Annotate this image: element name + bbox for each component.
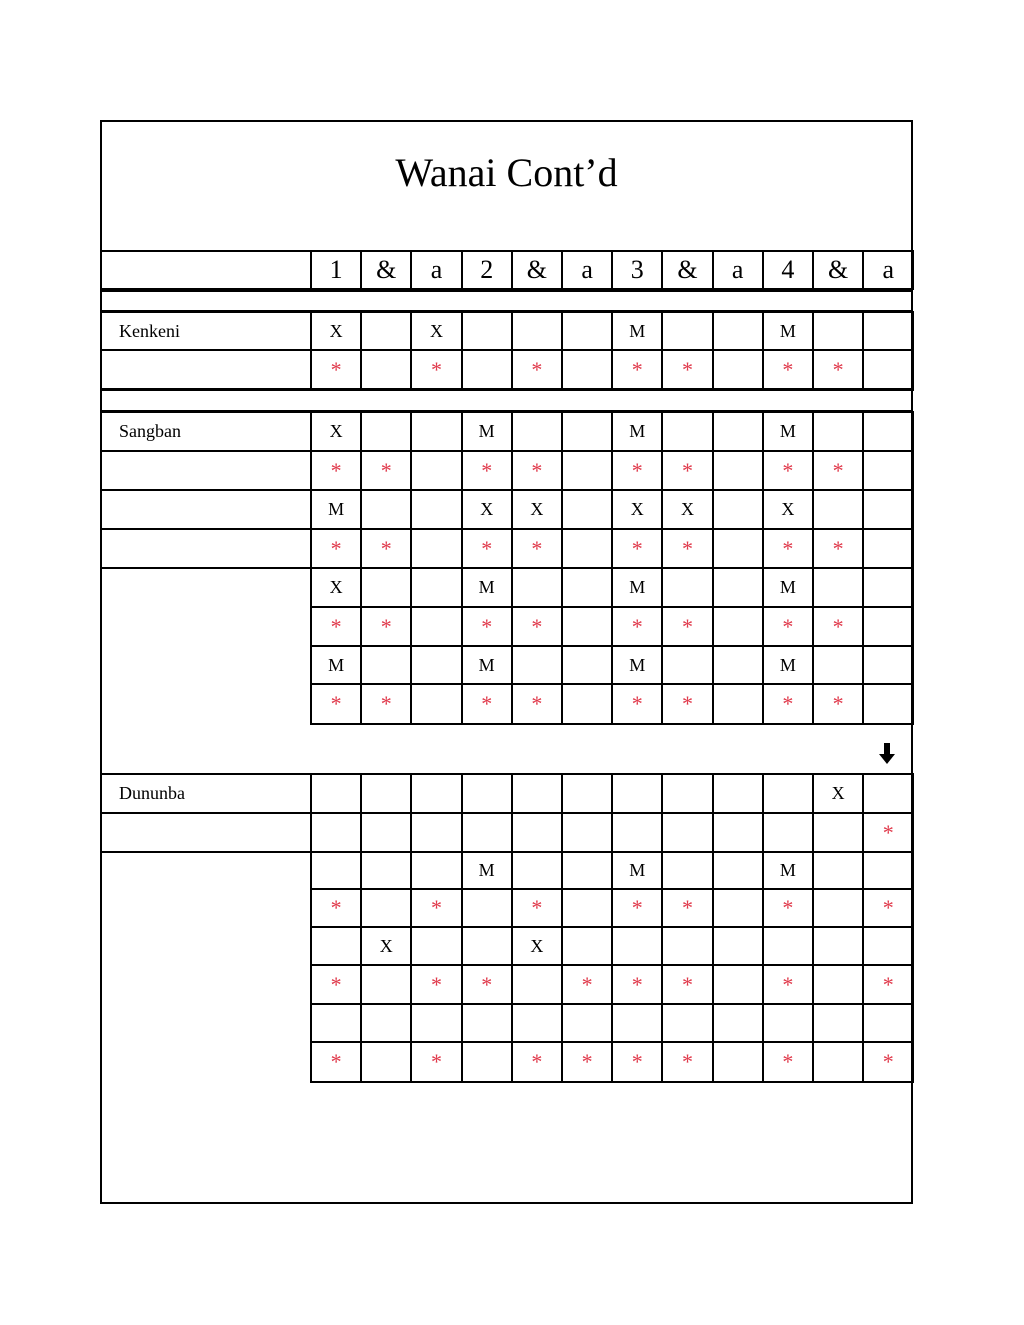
empty-cell [461,926,513,966]
empty-cell [410,489,462,530]
section-label-blank [100,450,312,491]
stroke-cell: X [461,489,513,530]
stroke-cell: M [611,567,663,608]
empty-cell [561,683,613,725]
empty-cell [360,311,412,351]
stroke-cell: X [310,411,362,452]
empty-cell [410,773,462,814]
empty-cell [511,773,563,814]
down-arrow-icon [878,741,896,765]
stroke-cell: X [410,311,462,351]
empty-cell [461,773,513,814]
empty-cell [360,1003,412,1043]
asterisk-cell: * [611,683,663,725]
header-beat-3: a [410,250,462,290]
asterisk-cell: * [661,450,713,491]
empty-cell [461,812,513,853]
asterisk-cell: * [511,606,563,647]
empty-cell [360,411,412,452]
section-label: Kenkeni [100,311,312,351]
asterisk-cell: * [661,349,713,391]
empty-cell [561,888,613,928]
empty-cell [812,964,864,1005]
empty-cell [712,567,764,608]
empty-cell [511,812,563,853]
empty-cell [661,411,713,452]
asterisk-cell: * [661,888,713,928]
asterisk-cell: * [862,812,914,853]
empty-cell [410,851,462,890]
empty-cell [310,812,362,853]
empty-cell [862,683,914,725]
empty-cell [712,683,764,725]
section-label: Dununba [100,773,312,814]
asterisk-cell: * [862,1041,914,1083]
asterisk-cell: * [461,964,513,1005]
empty-cell [561,528,613,569]
empty-cell [712,1003,764,1043]
empty-cell [561,1003,613,1043]
empty-cell [360,888,412,928]
empty-cell [360,964,412,1005]
empty-cell [410,450,462,491]
empty-cell [511,645,563,685]
empty-cell [712,411,764,452]
header-beat-6: a [561,250,613,290]
empty-cell [611,1003,663,1043]
asterisk-cell: * [812,349,864,391]
stroke-cell: M [461,411,513,452]
empty-cell [712,528,764,569]
asterisk-cell: * [310,606,362,647]
asterisk-cell: * [561,964,613,1005]
section-label-blank [100,489,312,530]
empty-cell [461,349,513,391]
empty-cell [712,888,764,928]
stroke-cell: X [310,567,362,608]
asterisk-cell: * [461,528,513,569]
empty-cell [410,645,462,685]
stroke-cell: M [461,567,513,608]
empty-cell [561,851,613,890]
empty-cell [410,812,462,853]
asterisk-cell: * [310,450,362,491]
header-beat-12: a [862,250,914,290]
empty-cell [561,411,613,452]
header-beat-7: 3 [611,250,663,290]
empty-cell [762,812,814,853]
asterisk-cell: * [410,964,462,1005]
empty-cell [661,645,713,685]
empty-cell [511,411,563,452]
empty-cell [712,1041,764,1083]
header-label-cell [100,250,312,290]
asterisk-cell: * [461,606,513,647]
empty-cell [712,606,764,647]
empty-cell [611,926,663,966]
asterisk-cell: * [310,683,362,725]
empty-cell [812,851,864,890]
empty-cell [762,1003,814,1043]
empty-cell [661,567,713,608]
empty-cell [461,888,513,928]
empty-cell [360,645,412,685]
empty-cell [862,528,914,569]
empty-cell [410,528,462,569]
asterisk-cell: * [511,450,563,491]
asterisk-cell: * [410,888,462,928]
asterisk-cell: * [410,349,462,391]
asterisk-cell: * [511,888,563,928]
empty-cell [862,311,914,351]
asterisk-cell: * [611,606,663,647]
asterisk-cell: * [360,528,412,569]
empty-cell [310,926,362,966]
asterisk-cell: * [661,606,713,647]
asterisk-cell: * [762,888,814,928]
empty-cell [511,964,563,1005]
empty-cell [812,1003,864,1043]
stroke-cell: M [762,645,814,685]
empty-cell [661,851,713,890]
empty-cell [661,311,713,351]
empty-cell [360,812,412,853]
asterisk-cell: * [310,1041,362,1083]
asterisk-cell: * [611,888,663,928]
empty-cell [611,812,663,853]
asterisk-cell: * [511,528,563,569]
asterisk-cell: * [511,349,563,391]
empty-cell [360,851,412,890]
empty-cell [862,450,914,491]
asterisk-cell: * [611,450,663,491]
empty-cell [862,645,914,685]
asterisk-cell: * [611,349,663,391]
empty-cell [712,964,764,1005]
asterisk-cell: * [360,450,412,491]
empty-cell [410,567,462,608]
section-label-blank [100,528,312,569]
stroke-cell: X [511,489,563,530]
empty-cell [862,773,914,814]
empty-cell [812,926,864,966]
empty-cell [310,1003,362,1043]
asterisk-cell: * [410,1041,462,1083]
empty-cell [812,812,864,853]
asterisk-cell: * [310,528,362,569]
spacer-row [100,388,913,412]
asterisk-cell: * [310,349,362,391]
empty-cell [561,645,613,685]
stroke-cell: X [310,311,362,351]
empty-cell [812,411,864,452]
section-label-blank [100,812,312,853]
stroke-cell: M [762,311,814,351]
empty-cell [410,411,462,452]
page-title: Wanai Cont’d [395,150,618,195]
empty-cell [310,773,362,814]
asterisk-cell: * [762,1041,814,1083]
stroke-cell: M [461,645,513,685]
asterisk-cell: * [762,349,814,391]
stroke-cell: X [661,489,713,530]
asterisk-cell: * [310,888,362,928]
empty-cell [862,1003,914,1043]
empty-cell [862,349,914,391]
empty-cell [712,812,764,853]
empty-cell [511,567,563,608]
stroke-cell: M [762,851,814,890]
section-label: Sangban [100,411,312,452]
empty-cell [712,450,764,491]
empty-cell [762,926,814,966]
empty-cell [812,645,864,685]
empty-cell [461,311,513,351]
empty-cell [812,1041,864,1083]
empty-cell [712,489,764,530]
stroke-cell: X [360,926,412,966]
empty-cell [511,311,563,351]
asterisk-cell: * [611,528,663,569]
empty-cell [410,1003,462,1043]
empty-cell [360,1041,412,1083]
header-beat-5: & [511,250,563,290]
empty-cell [360,773,412,814]
asterisk-cell: * [561,1041,613,1083]
asterisk-cell: * [812,528,864,569]
stroke-cell: M [611,411,663,452]
empty-cell [561,926,613,966]
header-beat-9: a [712,250,764,290]
empty-cell [511,1003,563,1043]
empty-cell [410,926,462,966]
empty-cell [661,773,713,814]
empty-cell [461,1041,513,1083]
empty-cell [360,567,412,608]
header-beat-2: & [360,250,412,290]
asterisk-cell: * [661,683,713,725]
header-beat-1: 1 [310,250,362,290]
asterisk-cell: * [360,606,412,647]
empty-cell [561,567,613,608]
empty-cell [862,489,914,530]
asterisk-cell: * [511,683,563,725]
stroke-cell: M [310,489,362,530]
stroke-cell: M [310,645,362,685]
header-beat-4: 2 [461,250,513,290]
stroke-cell: X [762,489,814,530]
empty-cell [712,645,764,685]
empty-cell [310,851,362,890]
empty-cell [561,773,613,814]
empty-cell [862,606,914,647]
empty-cell [661,1003,713,1043]
stroke-cell: M [611,851,663,890]
asterisk-cell: * [762,606,814,647]
empty-cell [862,851,914,890]
asterisk-cell: * [862,964,914,1005]
empty-cell [461,1003,513,1043]
empty-cell [561,606,613,647]
empty-cell [410,683,462,725]
stroke-cell: M [762,411,814,452]
empty-cell [561,349,613,391]
empty-cell [712,851,764,890]
stroke-cell: M [611,311,663,351]
asterisk-cell: * [762,964,814,1005]
asterisk-cell: * [812,450,864,491]
header-beat-11: & [812,250,864,290]
stroke-cell: X [812,773,864,814]
empty-cell [661,812,713,853]
asterisk-cell: * [360,683,412,725]
empty-cell [812,311,864,351]
header-beat-10: 4 [762,250,814,290]
empty-cell [712,773,764,814]
asterisk-cell: * [661,964,713,1005]
asterisk-cell: * [661,528,713,569]
asterisk-cell: * [461,683,513,725]
asterisk-cell: * [611,1041,663,1083]
asterisk-cell: * [812,606,864,647]
asterisk-cell: * [762,450,814,491]
header-beat-8: & [661,250,713,290]
asterisk-cell: * [862,888,914,928]
empty-cell [812,888,864,928]
asterisk-cell: * [611,964,663,1005]
empty-cell [410,606,462,647]
stroke-cell: M [461,851,513,890]
empty-cell [712,311,764,351]
section-label-blank [100,349,312,391]
empty-cell [862,926,914,966]
empty-cell [561,450,613,491]
stroke-cell: X [511,926,563,966]
empty-cell [360,349,412,391]
empty-cell [511,851,563,890]
stroke-cell: X [611,489,663,530]
empty-cell [561,489,613,530]
empty-cell [712,926,764,966]
empty-cell [812,567,864,608]
asterisk-cell: * [461,450,513,491]
empty-cell [812,489,864,530]
empty-cell [360,489,412,530]
stroke-cell: M [611,645,663,685]
empty-cell [762,773,814,814]
empty-cell [862,567,914,608]
asterisk-cell: * [661,1041,713,1083]
stroke-cell: M [762,567,814,608]
asterisk-cell: * [762,683,814,725]
spacer-row [100,290,913,312]
asterisk-cell: * [762,528,814,569]
empty-cell [561,311,613,351]
asterisk-cell: * [812,683,864,725]
empty-cell [661,926,713,966]
asterisk-cell: * [310,964,362,1005]
empty-cell [561,812,613,853]
empty-cell [611,773,663,814]
empty-cell [862,411,914,452]
empty-cell [712,349,764,391]
asterisk-cell: * [511,1041,563,1083]
